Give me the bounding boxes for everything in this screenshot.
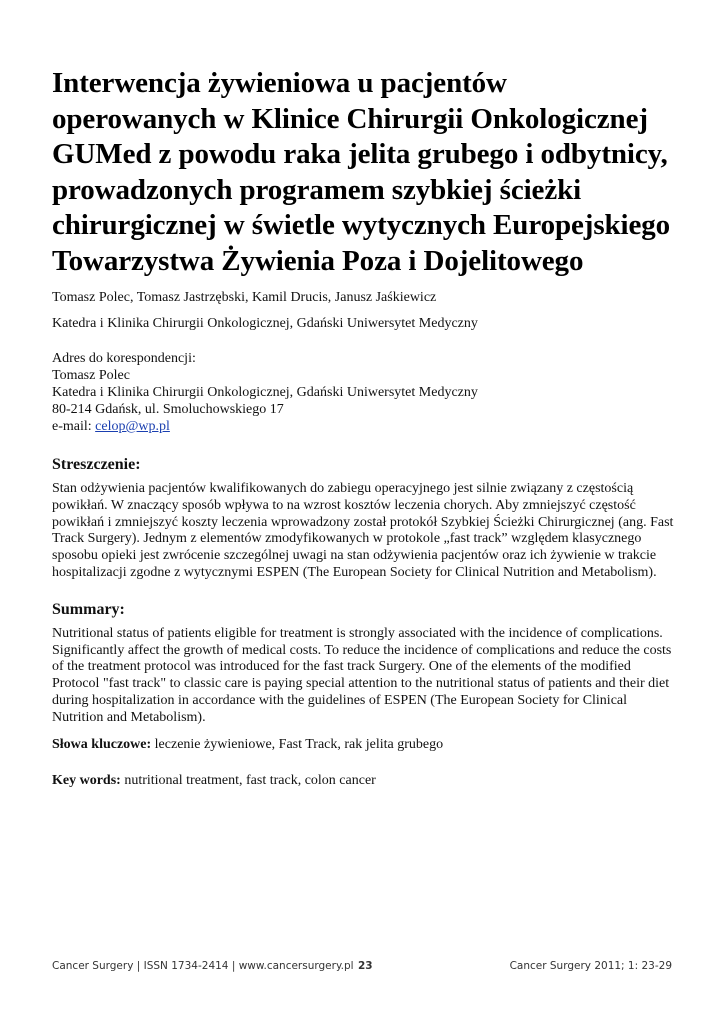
- keywords-pl-label: Słowa kluczowe:: [52, 736, 152, 752]
- email-link[interactable]: celop@wp.pl: [95, 419, 170, 434]
- correspondence-block: [52, 350, 676, 435]
- article: [52, 66, 676, 789]
- summary-text: Nutritional status of patients eligible for treatment is strongly associated with the incidence of complications. Significantly affect the growth of medical costs. To reduce the incidence of complications and reduce the costs of the treatment protocol was introduced for the fast track Surgery. One of the elements of the modified Protocol "fast track" to classic care is paying special attention to the nutritional status of patients and their diet during hospitalization in accordance with the guidelines of ESPEN (The European Society for Clinical Nutrition and Metabolism).: [52, 625, 672, 725]
- correspondence-institution: Katedra i Klinika Chirurgii Onkologicznej, Gdański Uniwersytet Medyczny: [52, 385, 478, 400]
- authors: Tomasz Polec, Tomasz Jastrzębski, Kamil Drucis, Janusz Jaśkiewicz: [52, 290, 437, 305]
- keywords-en: [52, 772, 676, 789]
- correspondence-heading: Adres do korespondencji:: [52, 351, 196, 366]
- summary-heading: Summary:: [52, 600, 125, 618]
- keywords-en-label: Key words:: [52, 772, 121, 788]
- keywords-pl-value: leczenie żywieniowe, Fast Track, rak jelita grubego: [151, 736, 444, 752]
- footer-journal-info: Cancer Surgery | ISSN 1734-2414 | www.cancersurgery.pl: [52, 960, 354, 972]
- page-number: 23: [358, 960, 373, 972]
- streszczenie-heading: Streszczenie:: [52, 456, 141, 473]
- affiliation: Katedra i Klinika Chirurgii Onkologicznej, Gdański Uniwersytet Medyczny: [52, 316, 478, 331]
- keywords-pl: [52, 736, 676, 753]
- correspondence-name: Tomasz Polec: [52, 368, 130, 383]
- correspondence-email-line: [52, 418, 676, 435]
- keywords-en-value: nutritional treatment, fast track, colon cancer: [120, 772, 376, 788]
- page-footer: [52, 960, 672, 974]
- correspondence-address: 80-214 Gdańsk, ul. Smoluchowskiego 17: [52, 402, 284, 417]
- email-label: e-mail:: [52, 419, 96, 434]
- article-title: Interwencja żywieniowa u pacjentów operowanych w Klinice Chirurgii Onkologicznej GUMed z powodu raka jelita grubego i odbytnicy, prowadzonych programem szybkiej ścieżki chirurgicznej w świetle wytycznych Europejskiego Towarzystwa Żywienia Poza i Dojelitowego: [52, 67, 671, 277]
- footer-citation: Cancer Surgery 2011; 1: 23-29: [509, 960, 672, 972]
- streszczenie-text: Stan odżywienia pacjentów kwalifikowanych do zabiegu operacyjnego jest silnie związany z częstością powikłań. W znaczący sposób wpływa to na wzrost kosztów leczenia chorych. Aby zmniejszyć częstość powikłań i zmniejszyć koszty leczenia wprowadzony został protokół Szybkiej Ścieżki Chirurgicznej (ang. Fast Track Surgery). Jednym z elementów zmodyfikowanych w protokole „fast track” względem klasycznego sposobu opieki jest zwrócenie szczególnej uwagi na stan odżywienia pacjentów oraz ich żywienie w trakcie hospitalizacji zgodne z wytycznymi ESPEN (The European Society for Clinical Nutrition and Metabolism).: [52, 481, 674, 580]
